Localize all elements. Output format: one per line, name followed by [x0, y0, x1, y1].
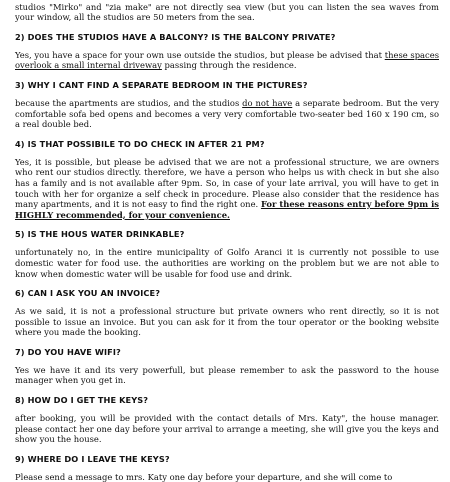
faq-heading-9: 9) WHERE DO I LEAVE THE KEYS? — [15, 453, 170, 464]
faq-heading-8: 8) HOW DO I GET THE KEYS? — [15, 395, 149, 406]
intro-text — [15, 2, 439, 23]
faq-answer-2: Yes, you have a space for your own use outside the studios, but please be advised that these spaces overlook a small internal driveway passing through the residence. — [15, 49, 439, 71]
faq-answer-4: Yes, it is possible, but please be advised that we are not a professional structure, we are owners who rent our studios directly. therefore, we have a person who helps us with check in but she also has a family and is not available after 9pm. So, in case of your late arrival, you will have to get in touch with her for organize a self check in procedure. Please also consider that the residence has many apartments, and it is not easy to find the right one. For these reasons entry before 9pm is HIGHLY recommended, for your convenience. — [15, 156, 439, 220]
underlined-phrase: these spaces overlook a small internal driveway — [15, 49, 439, 71]
faq-heading-6: 6) CAN I ASK YOU AN INVOICE? — [15, 288, 161, 299]
faq-answer-8: after booking, you will be provided with the contact details of Mrs. Katy", the house manager. please contact her one day before your arrival to arrange a meeting, she will give you the keys and show you the house. — [15, 413, 439, 445]
faq-heading-5: 5) IS THE HOUS WATER DRINKABLE? — [15, 229, 185, 240]
faq-document — [15, 0, 439, 482]
faq-heading-7: 7) DO YOU HAVE WIFI? — [15, 346, 121, 357]
faq-heading-4: 4) IS THAT POSSIBILE TO DO CHECK IN AFTER 21 PM? — [15, 138, 265, 149]
faq-answer-6: As we said, it is not a professional structure but private owners who rent directly, so it is not possible to issue an invoice. But you can ask for it from the tour operator or the booking website where you made the booking. — [15, 306, 439, 338]
faq-answer-9: Please send a message to mrs. Katy one day before your departure, and she will come to — [15, 471, 393, 482]
faq-answer-5: unfortunately no, in the entire municipality of Golfo Aranci it is currently not possible to use domestic water for food use. the authorities are working on the problem but we are not able to know when domestic water will be usable for food use and drink. — [15, 247, 439, 279]
faq-answer-7: Yes we have it and its very powerfull, but please remember to ask the password to the house manager when you get in. — [15, 364, 439, 386]
intro-line-3: from your window, all the studios are 50 meters from the sea. — [15, 1, 439, 23]
underlined-phrase: do not have — [242, 97, 293, 108]
intro-line-2: studios "Mirko" and "zia make" are not directly sea view (but you can listen the sea waves — [15, 1, 416, 12]
faq-heading-3: 3) WHY I CANT FIND A SEPARATE BEDROOM IN THE PICTURES? — [15, 79, 308, 90]
faq-answer-3: because the apartments are studios, and the studios do not have a separate bedroom. But the very comfortable sofa bed opens and becomes a very very comfortable two-seater bed 160 x 190 cm, so a real double bed. — [15, 97, 439, 130]
faq-heading-2: 2) DOES THE STUDIOS HAVE A BALCONY? IS THE BALCONY PRIVATE? — [15, 31, 336, 42]
bold-recommendation: For these reasons entry before 9pm is HIGHLY recommended, for your convenience. — [15, 199, 439, 220]
